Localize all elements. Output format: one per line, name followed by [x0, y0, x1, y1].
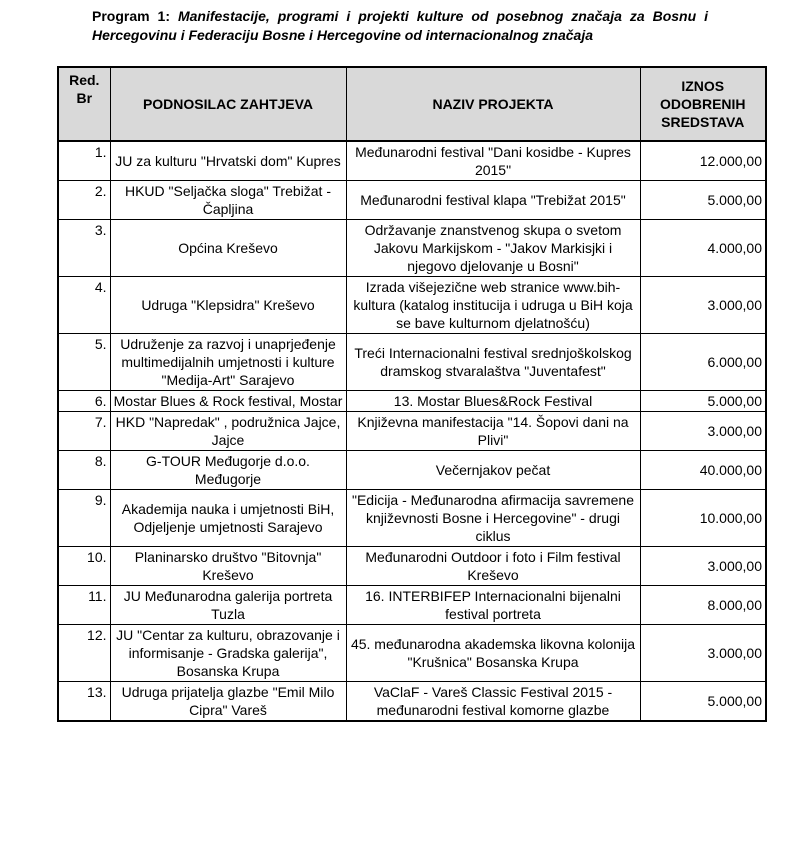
row-number-cell: 6.: [58, 391, 110, 412]
applicant-cell: Mostar Blues & Rock festival, Mostar: [110, 391, 346, 412]
amount-cell: 4.000,00: [640, 220, 766, 277]
table-row: [58, 412, 766, 451]
table-row: [58, 391, 766, 412]
project-cell: Održavanje znanstvenog skupa o svetom Jakovu Markijskom - "Jakov Markisjki i njegovo djelovanje u Bosni": [346, 220, 640, 277]
row-number-cell: 7.: [58, 412, 110, 451]
amount-cell: 3.000,00: [640, 412, 766, 451]
header-row: [58, 67, 766, 141]
column-header-red-br: Red. Br: [58, 67, 110, 141]
column-header-naziv: NAZIV PROJEKTA: [346, 67, 640, 141]
project-cell: 13. Mostar Blues&Rock Festival: [346, 391, 640, 412]
applicant-cell: Udruga "Klepsidra" Kreševo: [110, 277, 346, 334]
amount-cell: 5.000,00: [640, 391, 766, 412]
project-cell: Izrada višejezične web stranice www.bih-kultura (katalog institucija i udruga u BiH koja se bave kulturnom djelatnošću): [346, 277, 640, 334]
row-number-cell: 9.: [58, 490, 110, 547]
amount-cell: 3.000,00: [640, 625, 766, 682]
amount-cell: 5.000,00: [640, 181, 766, 220]
table-row: [58, 451, 766, 490]
amount-cell: 3.000,00: [640, 277, 766, 334]
applicant-cell: HKD "Napredak" , podružnica Jajce, Jajce: [110, 412, 346, 451]
column-header-podnosilac: PODNOSILAC ZAHTJEVA: [110, 67, 346, 141]
project-cell: Književna manifestacija "14. Šopovi dani na Plivi": [346, 412, 640, 451]
applicant-cell: Udruga prijatelja glazbe "Emil Milo Cipra" Vareš: [110, 682, 346, 722]
row-number-cell: 3.: [58, 220, 110, 277]
amount-cell: 10.000,00: [640, 490, 766, 547]
row-number-cell: 13.: [58, 682, 110, 722]
applicant-cell: JU za kulturu "Hrvatski dom" Kupres: [110, 141, 346, 181]
applicant-cell: Akademija nauka i umjetnosti BiH, Odjeljenje umjetnosti Sarajevo: [110, 490, 346, 547]
table-row: [58, 625, 766, 682]
table-row: [58, 586, 766, 625]
table-row: [58, 220, 766, 277]
amount-cell: 5.000,00: [640, 682, 766, 722]
table-body: [58, 141, 766, 721]
table-row: [58, 682, 766, 722]
project-cell: Međunarodni festival klapa "Trebižat 2015": [346, 181, 640, 220]
applicant-cell: JU Međunarodna galerija portreta Tuzla: [110, 586, 346, 625]
applicant-cell: Udruženje za razvoj i unaprjeđenje multimedijalnih umjetnosti i kulture "Medija-Art" Sarajevo: [110, 334, 346, 391]
project-cell: Treći Internacionalni festival srednjoškolskog dramskog stvaralaštva "Juventafest": [346, 334, 640, 391]
amount-cell: 3.000,00: [640, 547, 766, 586]
table-row: [58, 334, 766, 391]
applicant-cell: Općina Kreševo: [110, 220, 346, 277]
row-number-cell: 4.: [58, 277, 110, 334]
amount-cell: 40.000,00: [640, 451, 766, 490]
project-cell: VaClaF - Vareš Classic Festival 2015 - međunarodni festival komorne glazbe: [346, 682, 640, 722]
project-cell: Večernjakov pečat: [346, 451, 640, 490]
applicant-cell: G-TOUR Međugorje d.o.o. Međugorje: [110, 451, 346, 490]
amount-cell: 6.000,00: [640, 334, 766, 391]
project-cell: Međunarodni festival "Dani kosidbe - Kupres 2015": [346, 141, 640, 181]
project-cell: 16. INTERBIFEP Internacionalni bijenalni festival portreta: [346, 586, 640, 625]
page-title-body: Manifestacije, programi i projekti kulture od posebnog značaja za Bosnu i Hercegovinu i Federaciju Bosne i Hercegovine od internacionalnog značaja: [92, 8, 708, 43]
amount-cell: 12.000,00: [640, 141, 766, 181]
amount-cell: 8.000,00: [640, 586, 766, 625]
row-number-cell: 12.: [58, 625, 110, 682]
project-cell: 45. međunarodna akademska likovna kolonija "Krušnica" Bosanska Krupa: [346, 625, 640, 682]
row-number-cell: 5.: [58, 334, 110, 391]
applicant-cell: Planinarsko društvo "Bitovnja" Kreševo: [110, 547, 346, 586]
table-row: [58, 141, 766, 181]
table-row: [58, 277, 766, 334]
page-title: [92, 7, 708, 45]
table-row: [58, 547, 766, 586]
row-number-cell: 11.: [58, 586, 110, 625]
table-row: [58, 490, 766, 547]
programs-table: [57, 66, 767, 722]
project-cell: "Edicija - Međunarodna afirmacija savremene književnosti Bosne i Hercegovine" - drugi ciklus: [346, 490, 640, 547]
row-number-cell: 2.: [58, 181, 110, 220]
column-header-iznos: IZNOS ODOBRENIH SREDSTAVA: [640, 67, 766, 141]
row-number-cell: 1.: [58, 141, 110, 181]
row-number-cell: 10.: [58, 547, 110, 586]
project-cell: Međunarodni Outdoor i foto i Film festival Kreševo: [346, 547, 640, 586]
applicant-cell: JU "Centar za kulturu, obrazovanje i informisanje - Gradska galerija", Bosanska Krupa: [110, 625, 346, 682]
applicant-cell: HKUD "Seljačka sloga" Trebižat - Čapljina: [110, 181, 346, 220]
row-number-cell: 8.: [58, 451, 110, 490]
page-title-prefix: Program 1:: [92, 8, 170, 24]
table-header: [58, 67, 766, 141]
table-row: [58, 181, 766, 220]
